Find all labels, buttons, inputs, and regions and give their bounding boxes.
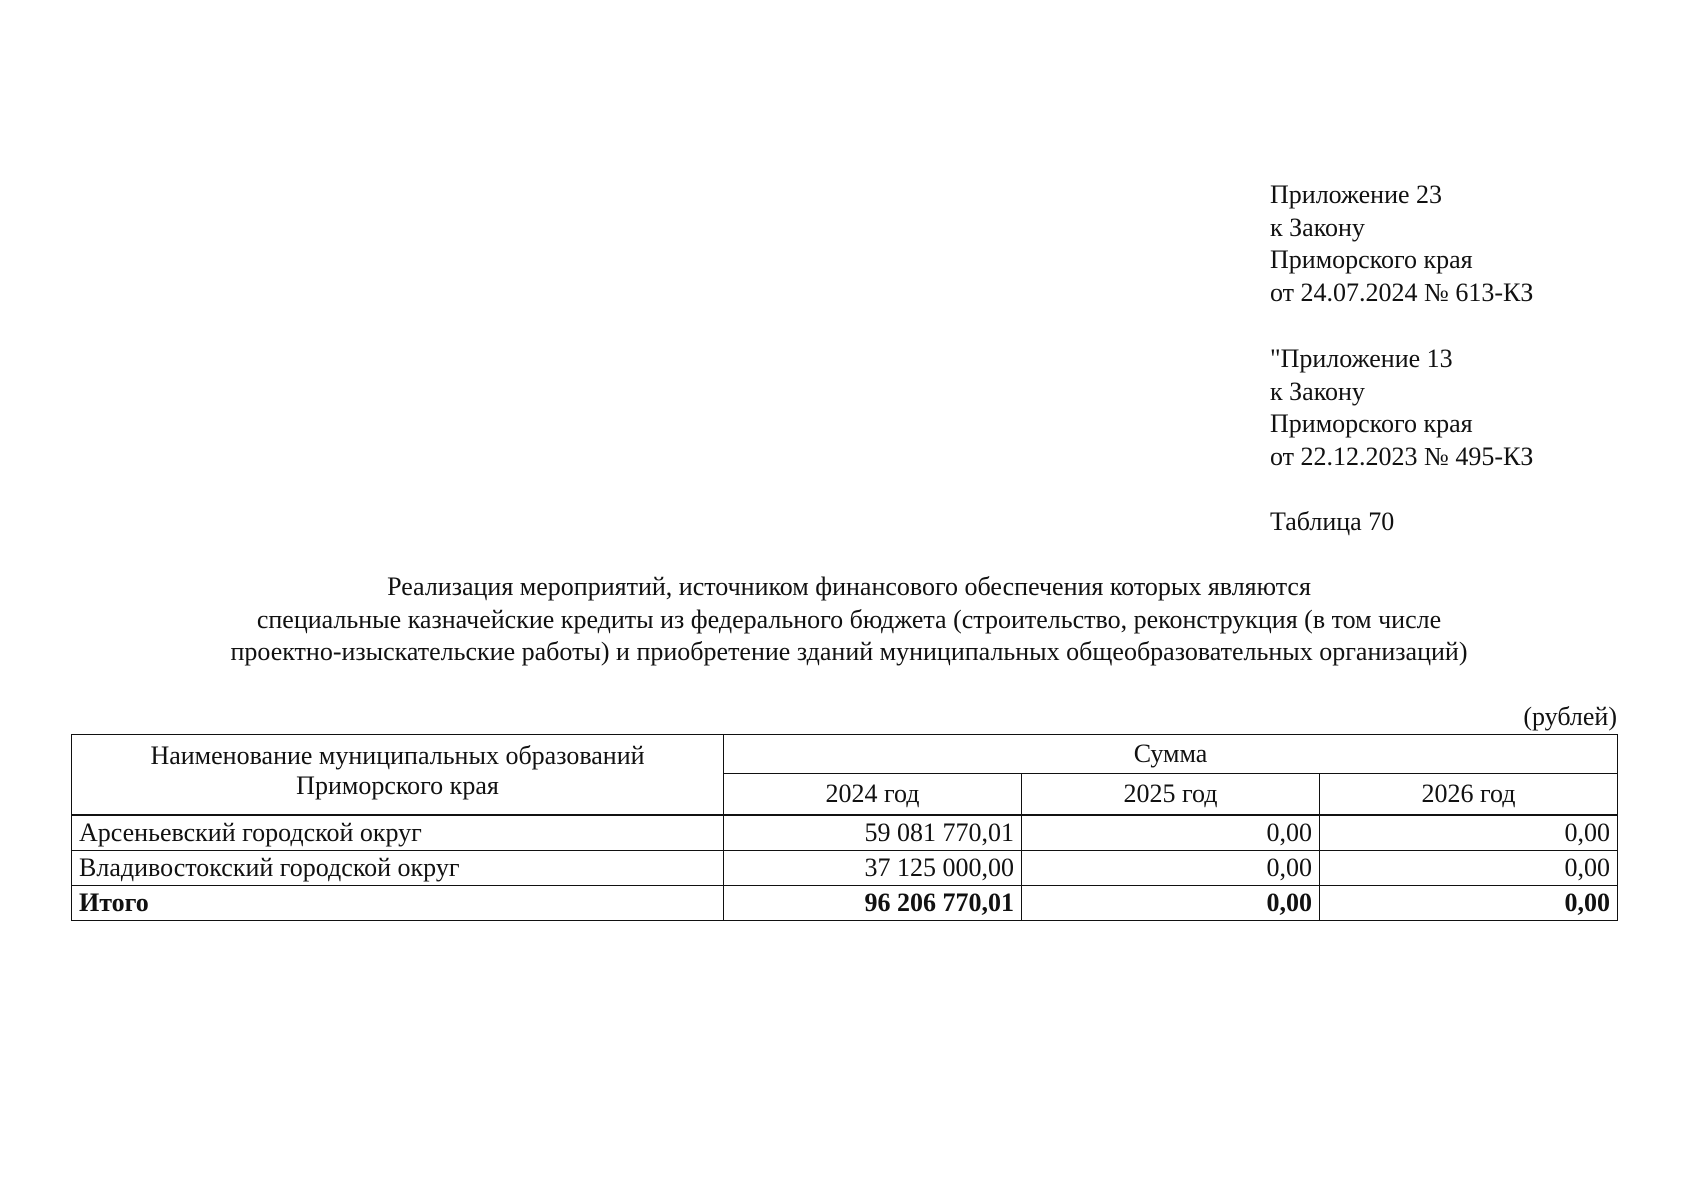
appendix-amended	[1270, 343, 1533, 473]
amount-2025: 0,00	[1022, 851, 1320, 886]
header-year-2026: 2026 год	[1320, 774, 1618, 815]
total-2025: 0,00	[1022, 886, 1320, 921]
appendix-amended-line: к Закону	[1270, 376, 1365, 406]
total-label: Итого	[72, 886, 724, 921]
budget-table	[71, 734, 1618, 921]
units-label: (рублей)	[1523, 702, 1617, 731]
appendix-current-line: к Закону	[1270, 212, 1365, 242]
table-row	[72, 816, 1618, 851]
header-municipality-name: Наименование муниципальных образований Приморского края	[72, 735, 724, 815]
appendix-current-line: от 24.07.2024 № 613-КЗ	[1270, 277, 1534, 307]
amount-2024: 37 125 000,00	[724, 851, 1022, 886]
total-2024: 96 206 770,01	[724, 886, 1022, 921]
table-row	[72, 851, 1618, 886]
title-line: проектно-изыскательские работы) и приобретение зданий муниципальных общеобразовательных организаций)	[230, 637, 1468, 666]
amount-2025: 0,00	[1022, 816, 1320, 851]
title-line: Реализация мероприятий, источником финансового обеспечения которых являются	[387, 572, 1311, 601]
title-line: специальные казначейские кредиты из федерального бюджета (строительство, реконструкция (в том числе	[256, 604, 1442, 634]
amount-2024: 59 081 770,01	[724, 816, 1022, 851]
header-year-2025: 2025 год	[1022, 774, 1320, 815]
header-sum: Сумма	[724, 735, 1618, 774]
total-2026: 0,00	[1320, 886, 1618, 921]
table-header-row	[72, 735, 1618, 774]
header-year-2024: 2024 год	[724, 774, 1022, 815]
appendix-current-line: Приморского края	[1270, 245, 1473, 274]
table-number: Таблица 70	[1270, 507, 1395, 536]
appendix-current-line: Приложение 23	[1270, 180, 1443, 209]
total-row	[72, 886, 1618, 921]
document-title	[60, 571, 1638, 669]
appendix-amended-line: от 22.12.2023 № 495-КЗ	[1270, 441, 1534, 471]
municipality-name: Арсеньевский городской округ	[72, 816, 724, 851]
amount-2026: 0,00	[1320, 851, 1618, 886]
appendix-amended-line: "Приложение 13	[1270, 344, 1453, 373]
appendix-current	[1270, 179, 1533, 309]
municipality-name: Владивостокский городской округ	[72, 851, 724, 886]
amount-2026: 0,00	[1320, 816, 1618, 851]
appendix-amended-line: Приморского края	[1270, 409, 1473, 438]
